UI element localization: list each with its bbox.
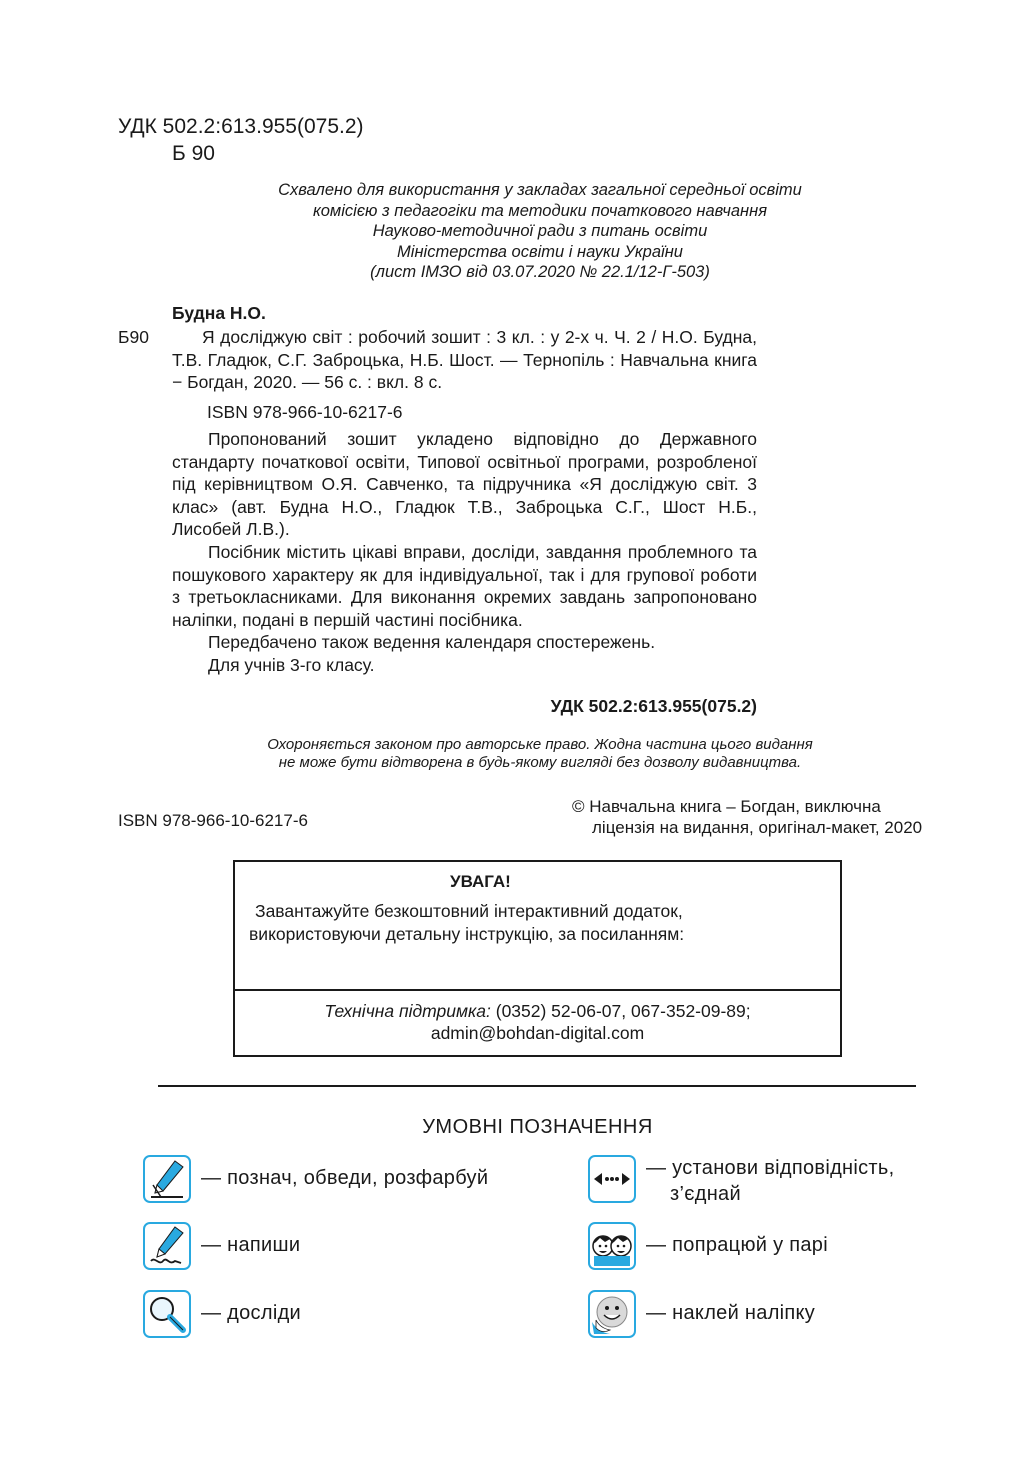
attention-line: Завантажуйте безкоштовний інтерактивний додаток, (255, 901, 683, 921)
support-phones: (0352) 52-06-07, 067-352-09-89; (490, 1001, 751, 1021)
approval-line: Міністерства освіти і науки України (397, 242, 683, 261)
legend-label: — напиши (201, 1234, 301, 1256)
legend-item-explore (143, 1290, 301, 1338)
bibliographic-record (172, 326, 757, 394)
udk-bold: УДК 502.2:613.955(075.2) (550, 696, 757, 716)
legend-item-sticker (588, 1290, 815, 1338)
udk-code: УДК 502.2:613.955(075.2) (118, 115, 364, 138)
sticker-icon (588, 1290, 636, 1338)
magnifier-icon (143, 1290, 191, 1338)
attention-line: використовуючи детальну інструкцію, за посиланням: (249, 924, 685, 944)
legend-item-pair (588, 1222, 828, 1270)
pen-mark-icon (143, 1155, 191, 1203)
pair-kids-icon (588, 1222, 636, 1270)
legend-label: — наклей наліпку (646, 1302, 816, 1324)
arrows-connect-icon (588, 1155, 636, 1203)
support-label: Технічна підтримка: (324, 1001, 491, 1021)
box-divider (235, 989, 840, 991)
annotation-paragraph: Для учнів 3-го класу. (208, 654, 375, 675)
pen-write-icon (143, 1222, 191, 1270)
annotation-paragraph: Посібник містить цікаві вправи, досліди, завдання проблемного та пошукового характеру як для індивідуальної, так і для групової роботи з третьокласниками. Для виконання окремих завдань запропоновано наліпки, подані в першій частині посібника. (172, 541, 757, 630)
legend-label: — установи відповідність, (646, 1157, 895, 1179)
annotation (172, 428, 757, 677)
shelf-mark: Б90 (118, 327, 149, 347)
isbn-footer: ISBN 978-966-10-6217-6 (118, 811, 308, 830)
approval-line: Схвалено для використання у закладах загальної середньої освіти (278, 181, 802, 199)
legend-item-mark (143, 1155, 488, 1203)
approval-line: Науково-методичної ради з питань освіти (372, 222, 708, 240)
copyright-line: © Навчальна книга – Богдан, виключна (572, 797, 881, 816)
publisher-copyright (572, 796, 922, 838)
approval-line: (лист ІМЗО від 03.07.2020 № 22.1/12-Г-503) (370, 263, 710, 281)
author-heading: Будна Н.О. (172, 303, 266, 323)
attention-text (249, 900, 819, 946)
support-email[interactable]: admin@bohdan-digital.com (430, 1023, 645, 1043)
annotation-paragraph: Пропонований зошит укладено відповідно до Державного стандарту початкової освіти, Типової освітньої програми, розробленої під керівництвом О.Я. Савченко, та підручника «Я досліджую світ. 3 клас» (авт. Будна Н.О., Гладюк Т.В., Заброцька С.Г., Шост Н.Б., Лисобей Л.В.). (172, 429, 757, 540)
record-text: Я досліджую світ : робочий зошит : 3 кл. : у 2-х ч. Ч. 2 / Н.О. Будна, Т.В. Гладюк, С.Г. Заброцька, Н.Б. Шост. — Тернопіль : Навчальна книга − Богдан, 2020. — 56 с. : вкл. 8 с. (172, 327, 757, 392)
copyright-notice (220, 736, 860, 772)
catalog-code: Б 90 (172, 142, 215, 165)
attention-title: УВАГА! (450, 872, 511, 891)
approval-line: комісією з педагогіки та методики початкового навчання (312, 201, 768, 220)
copyright-line: ліцензія на видання, оригінал-макет, 2020 (592, 818, 923, 837)
legend-item-connect (588, 1155, 894, 1207)
legend-label: — попрацюй у парі (646, 1234, 828, 1256)
legend-label: — познач, обведи, розфарбуй (201, 1167, 489, 1189)
approval-note (200, 180, 880, 283)
isbn-record: ISBN 978-966-10-6217-6 (207, 402, 403, 422)
tech-support (235, 1000, 840, 1044)
legend-title: УМОВНІ ПОЗНАЧЕННЯ (422, 1116, 653, 1138)
annotation-paragraph: Передбачено також ведення календаря спостережень. (208, 632, 656, 653)
legend-label: — досліди (201, 1302, 302, 1324)
copyright-notice-line: не може бути відтворена в будь-якому вигляді без дозволу видавництва. (278, 754, 802, 771)
legend-item-write (143, 1222, 300, 1270)
copyright-notice-line: Охороняється законом про авторське право. Жодна частина цього видання (267, 736, 813, 753)
legend-label: з’єднай (670, 1183, 741, 1205)
attention-box (233, 860, 842, 1057)
divider-line (158, 1085, 916, 1087)
